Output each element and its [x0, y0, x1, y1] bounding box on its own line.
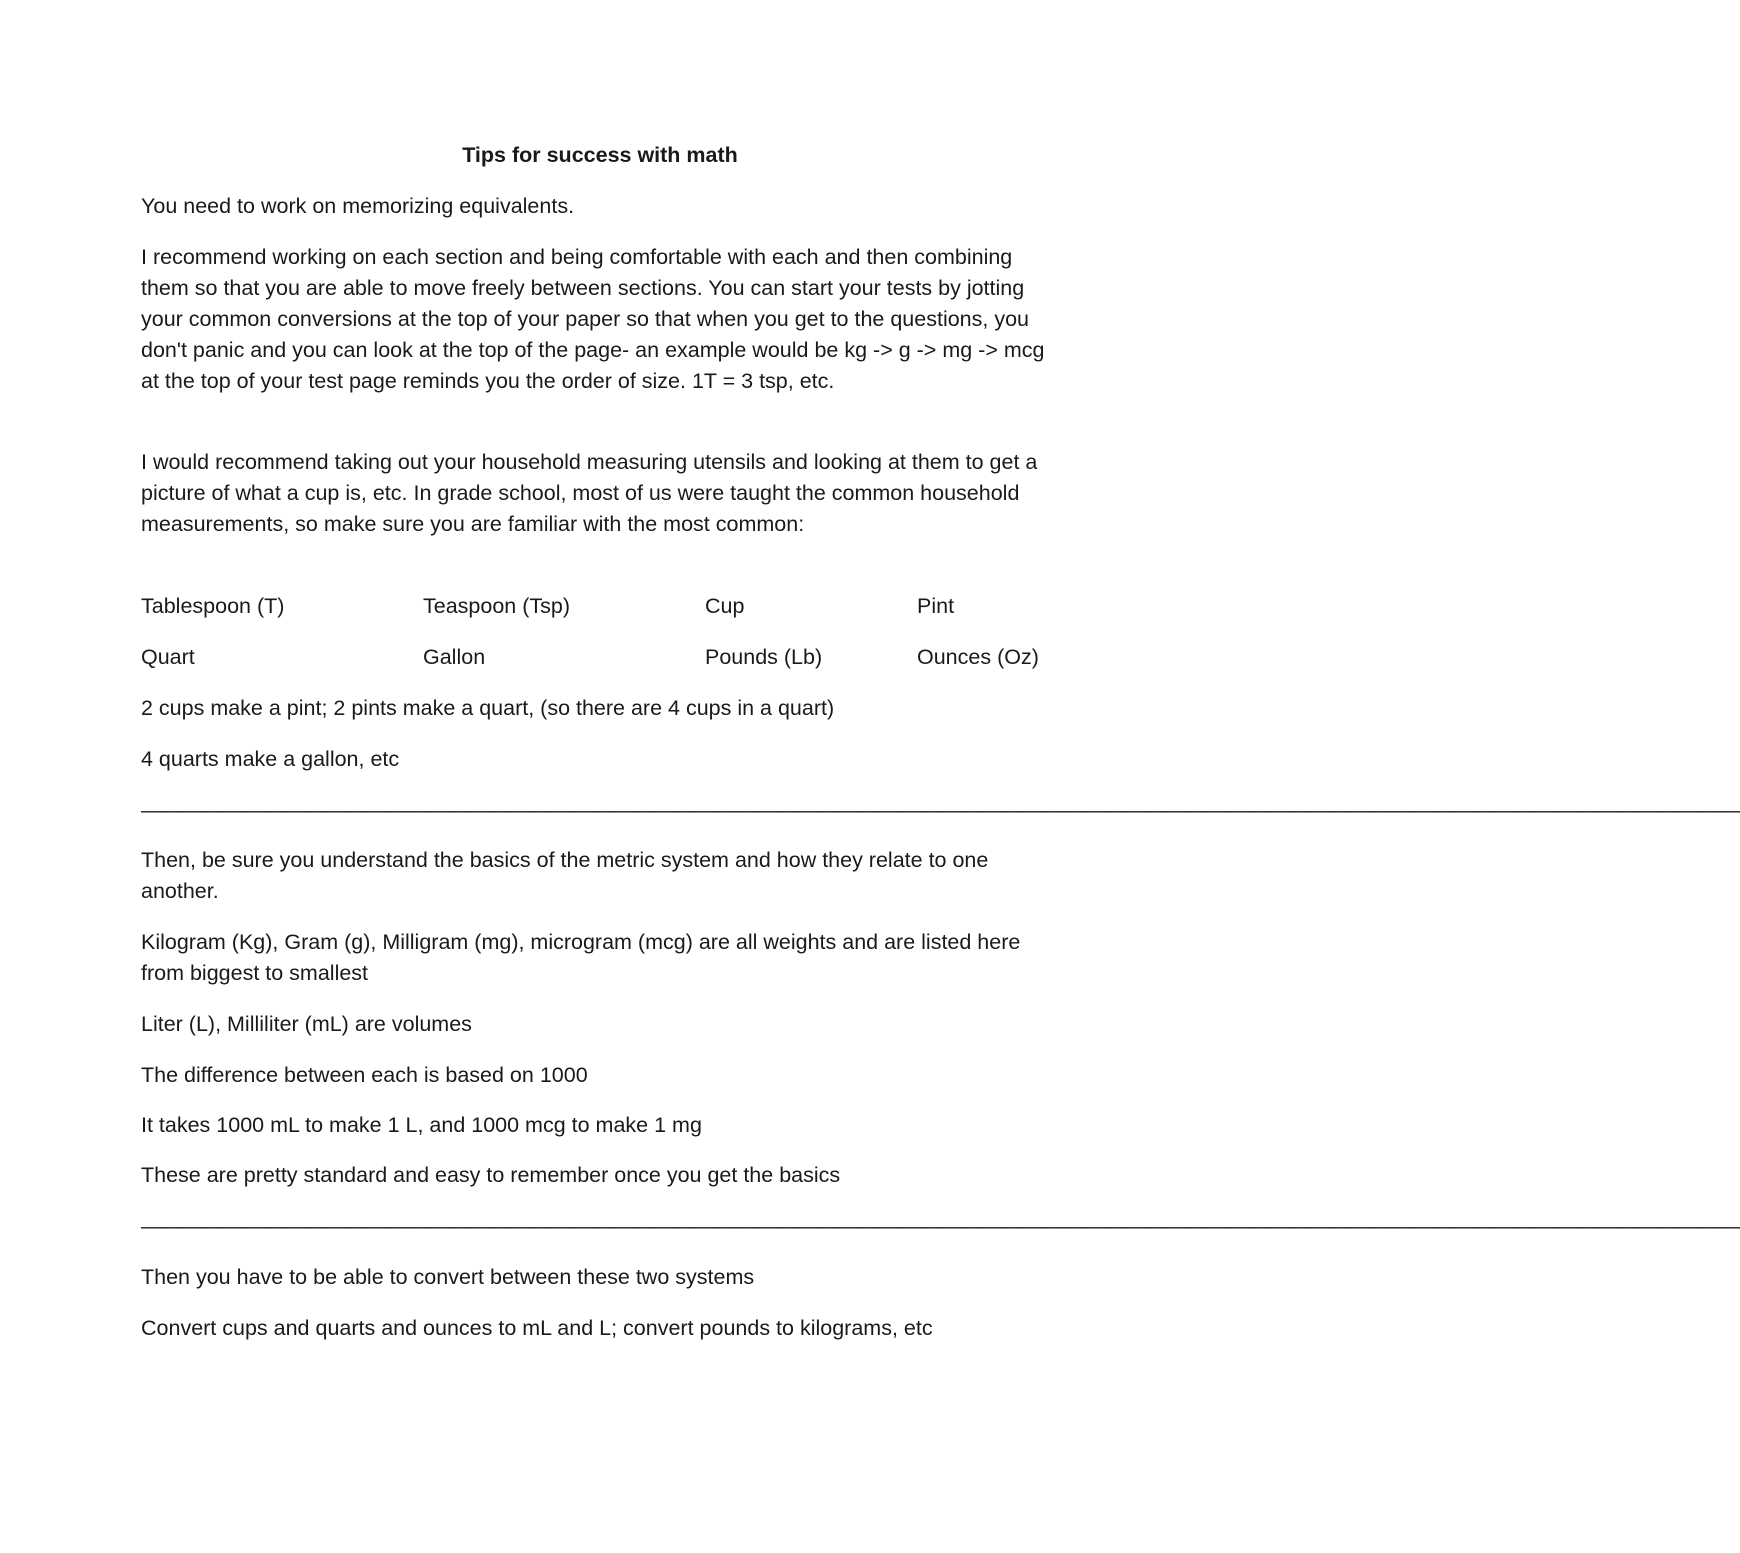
section-divider-1: —————————————————————————————————————————————————————————————————————————————— [141, 798, 1740, 822]
unit-cup: Cup [705, 594, 745, 618]
section-divider-2: —————————————————————————————————————————————————————————————————————————————— [141, 1214, 1740, 1238]
unit-ounces: Ounces (Oz) [917, 645, 1039, 669]
unit-quart: Quart [141, 645, 195, 669]
unit-pounds: Pounds (Lb) [705, 645, 823, 669]
unit-teaspoon: Teaspoon (Tsp) [423, 594, 570, 618]
metric-intro-paragraph: Then, be sure you understand the basics of the metric system and how they relate to one another. [141, 848, 989, 903]
recommend-paragraph: I recommend working on each section and being comfortable with each and then combining them so that you are able to move freely between sections. You can start your tests by jotting your common conversions at the top of your paper so that when you get to the questions, you don't panic and you can look at the top of the page- an example would be kg -> g -> mg -> mcg at the top of your test page reminds you the order of size. 1T = 3 tsp, etc. [141, 245, 1045, 393]
units-row-1 [141, 591, 1081, 622]
takes-line: It takes 1000 mL to make 1 L, and 1000 mcg to make 1 mg [141, 1113, 702, 1137]
intro-paragraph: You need to work on memorizing equivalents. [141, 194, 575, 218]
cups-line: 2 cups make a pint; 2 pints make a quart, (so there are 4 cups in a quart) [141, 696, 835, 720]
unit-tablespoon: Tablespoon (T) [141, 594, 285, 618]
household-paragraph: I would recommend taking out your household measuring utensils and looking at them to get a picture of what a cup is, etc. In grade school, most of us were taught the common household measurements, so make sure you are familiar with the most common: [141, 450, 1038, 536]
difference-line: The difference between each is based on 1000 [141, 1063, 588, 1087]
unit-pint: Pint [917, 594, 955, 618]
convert-intro-line: Then you have to be able to convert between these two systems [141, 1265, 755, 1289]
volumes-line: Liter (L), Milliliter (mL) are volumes [141, 1012, 472, 1036]
standard-line: These are pretty standard and easy to remember once you get the basics [141, 1163, 841, 1187]
unit-gallon: Gallon [423, 645, 486, 669]
weights-paragraph: Kilogram (Kg), Gram (g), Milligram (mg), microgram (mcg) are all weights and are listed here from biggest to smallest [141, 930, 1021, 985]
page-title: Tips for success with math [462, 143, 738, 167]
units-row-2 [141, 642, 1081, 673]
convert-detail-line: Convert cups and quarts and ounces to mL and L; convert pounds to kilograms, etc [141, 1316, 933, 1340]
quarts-line: 4 quarts make a gallon, etc [141, 747, 400, 771]
